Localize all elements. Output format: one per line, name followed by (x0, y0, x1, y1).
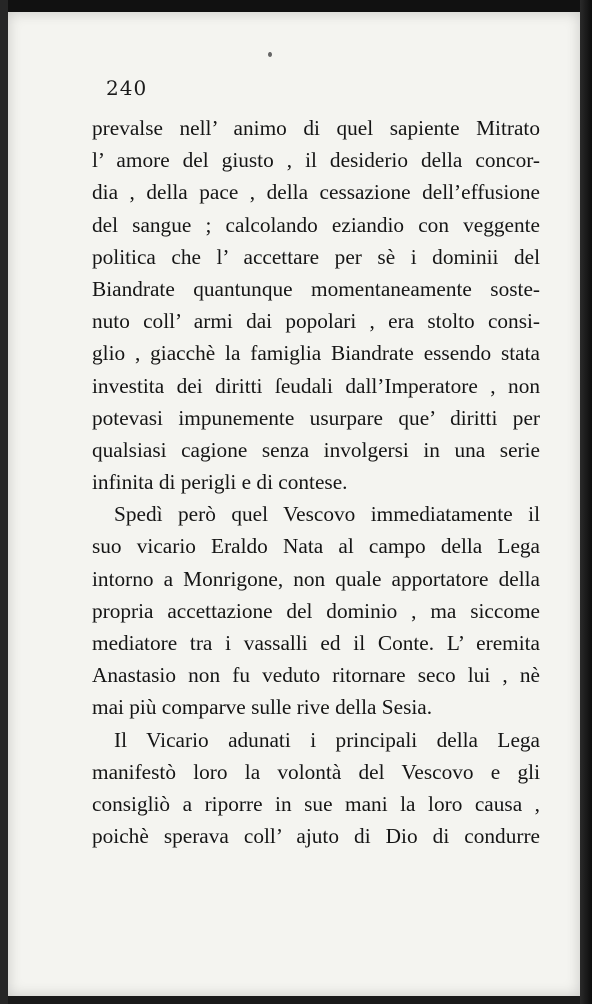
text-line: propria accettazione del dominio , ma siccome (92, 598, 540, 623)
text-line: glio , giacchè la famiglia Biandrate essendo stata (92, 341, 540, 366)
text-line: investita dei diritti ſeudali dall’Imperatore , non (92, 373, 540, 398)
ink-speck (268, 52, 272, 57)
page-number: 240 (106, 76, 148, 100)
text-line: dia , della pace , della cessazione dell’effusione (92, 180, 540, 205)
text-line: poichè sperava coll’ ajuto di Dio di condurre (92, 824, 540, 849)
text-line: Biandrate quantunque momentaneamente soste- (92, 276, 540, 301)
text-line: mai più comparve sulle rive della Sesia. (92, 695, 433, 720)
text-line: consigliò a riporre in sue mani la loro causa , (92, 791, 540, 816)
scan-border-left (0, 0, 8, 1004)
text-line: infinita di perigli e di contese. (92, 470, 348, 495)
text-line: Il Vicario adunati i principali della Lega (114, 727, 540, 752)
text-line: qualsiasi cagione senza involgersi in una serie (92, 437, 540, 462)
scan-border-top (0, 0, 592, 12)
text-line: politica che l’ accettare per sè i dominii del (92, 244, 540, 269)
text-line: nuto coll’ armi dai popolari , era stolto consi- (92, 309, 540, 334)
scan-border-right (580, 0, 592, 1004)
text-line: mediatore tra i vassalli ed il Conte. L’ eremita (92, 631, 540, 655)
text-line: suo vicario Eraldo Nata al campo della Lega (92, 534, 540, 559)
text-line: l’ amore del giusto , il desiderio della concor- (92, 148, 540, 173)
body-text (92, 112, 540, 852)
text-line: prevalse nell’ animo di quel sapiente Mitrato (92, 116, 540, 140)
text-line: intorno a Monrigone, non quale apportatore della (92, 566, 540, 591)
text-line: manifestò loro la volontà del Vescovo e gli (92, 759, 540, 784)
text-line: Anastasio non fu veduto ritornare seco lui , nè (92, 663, 540, 688)
text-line: Spedì però quel Vescovo immediatamente il (114, 502, 540, 527)
text-line: potevasi impunemente usurpare que’ diritti per (92, 405, 540, 430)
text-line: del sangue ; calcolando eziandio con veggente (92, 212, 540, 237)
